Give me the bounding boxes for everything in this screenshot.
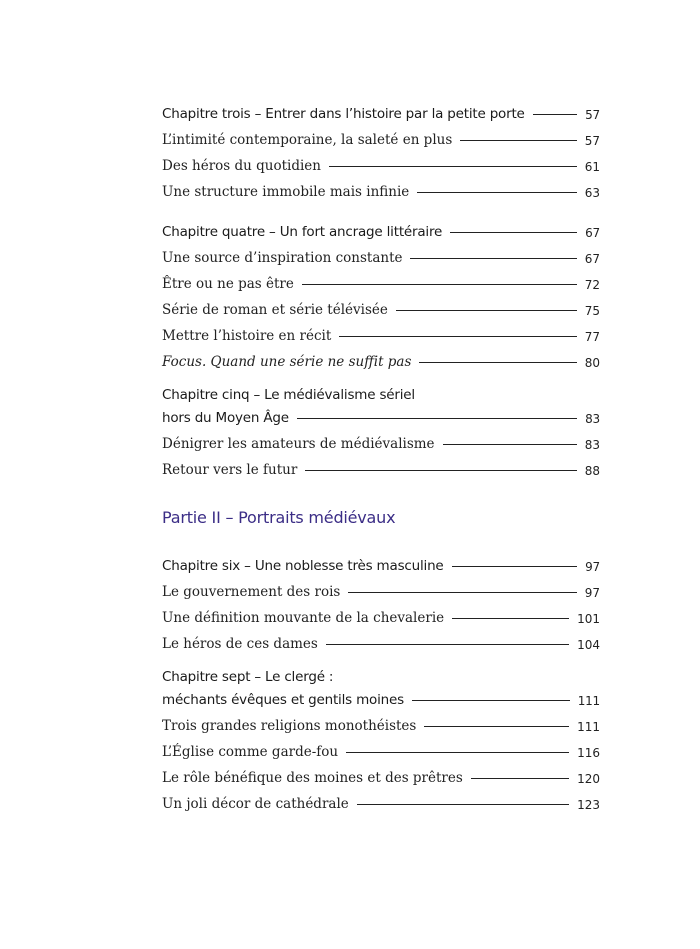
toc-entry [162, 266, 600, 292]
page-number: 123 [577, 798, 600, 812]
toc-entry [162, 292, 600, 318]
chapter-title: Chapitre trois – Entrer dans l’histoire par la petite porte [162, 106, 525, 122]
leader-line [443, 444, 577, 445]
toc-entry [162, 148, 600, 174]
toc-chapter-heading [162, 548, 600, 574]
leader-line [329, 166, 577, 167]
entry-label: Le héros de ces dames [162, 636, 318, 652]
toc-entry [162, 760, 600, 786]
chapter-title-line-1: Chapitre sept – Le clergé : [162, 669, 334, 685]
toc-chapter-heading [162, 686, 600, 708]
page-number: 97 [585, 560, 600, 574]
leader-line [460, 140, 576, 141]
entry-label: Dénigrer les amateurs de médiévalisme [162, 436, 435, 452]
entry-label: Des héros du quotidien [162, 158, 321, 174]
toc-chapter-heading [162, 404, 600, 426]
page-number: 77 [584, 330, 600, 344]
page-number: 57 [585, 108, 600, 122]
page-number: 111 [577, 720, 600, 734]
page-number: 111 [577, 694, 600, 708]
chapter-title-line-2: méchants évêques et gentils moines [162, 692, 404, 708]
leader-line [297, 418, 577, 419]
page-number: 80 [584, 356, 600, 370]
leader-line [419, 362, 576, 363]
leader-line [412, 700, 570, 701]
toc-entry [162, 574, 600, 600]
page-number: 116 [577, 746, 600, 760]
entry-label: Série de roman et série télévisée [162, 302, 388, 318]
page-number: 97 [584, 586, 600, 600]
entry-label: Un joli décor de cathédrale [162, 796, 349, 812]
leader-line [339, 336, 576, 337]
entry-label: Le gouvernement des rois [162, 584, 341, 600]
entry-label: Focus. Quand une série ne suffit pas [162, 354, 412, 370]
entry-label: Une définition mouvante de la chevalerie [162, 610, 445, 626]
leader-line [471, 778, 569, 779]
page-number: 67 [584, 252, 600, 266]
leader-line [452, 618, 569, 619]
toc-entry [162, 452, 600, 478]
entry-label: Une source d’inspiration constante [162, 250, 403, 266]
leader-line [417, 192, 576, 193]
leader-line [396, 310, 577, 311]
leader-line [410, 258, 576, 259]
toc-chapter-heading [162, 96, 600, 122]
part-title: Partie II – Portraits médiévaux [162, 508, 396, 527]
entry-label: Le rôle bénéfique des moines et des prêtres [162, 770, 463, 786]
toc-entry [162, 734, 600, 760]
leader-line [346, 752, 569, 753]
chapter-title: Chapitre six – Une noblesse très masculine [162, 558, 444, 574]
toc-entry [162, 344, 600, 370]
leader-line [348, 592, 576, 593]
page-number: 83 [585, 412, 600, 426]
chapter-title: Chapitre quatre – Un fort ancrage littéraire [162, 224, 443, 240]
toc-chapter-heading [162, 214, 600, 240]
page-number: 88 [584, 464, 600, 478]
leader-line [452, 566, 578, 567]
toc-entry [162, 708, 600, 734]
leader-line [424, 726, 569, 727]
toc-entry [162, 240, 600, 266]
chapter-title-line-1: Chapitre cinq – Le médiévalisme sériel [162, 387, 415, 403]
page-number: 120 [577, 772, 600, 786]
entry-label: L’intimité contemporaine, la saleté en plus [162, 132, 453, 148]
leader-line [302, 284, 577, 285]
leader-line [326, 644, 569, 645]
leader-line [450, 232, 577, 233]
entry-label: Être ou ne pas être [162, 276, 294, 292]
toc-entry [162, 626, 600, 652]
toc-entry [162, 786, 600, 812]
toc-entry [162, 174, 600, 200]
entry-label: L’Église comme garde-fou [162, 744, 339, 760]
entry-label: Trois grandes religions monothéistes [162, 718, 417, 734]
page-number: 67 [585, 226, 600, 240]
toc-entry [162, 600, 600, 626]
page-number: 75 [584, 304, 600, 318]
page-number: 63 [584, 186, 600, 200]
page-number: 83 [584, 438, 600, 452]
leader-line [357, 804, 569, 805]
leader-line [305, 470, 576, 471]
chapter-title-line-2: hors du Moyen Âge [162, 410, 289, 426]
toc-entry [162, 122, 600, 148]
entry-label: Une structure immobile mais infinie [162, 184, 410, 200]
page-number: 61 [584, 160, 600, 174]
page-number: 101 [577, 612, 600, 626]
entry-label: Mettre l’histoire en récit [162, 328, 332, 344]
page-number: 72 [584, 278, 600, 292]
page-number: 57 [584, 134, 600, 148]
toc-entry [162, 426, 600, 452]
table-of-contents [162, 96, 600, 812]
leader-line [533, 114, 577, 115]
entry-label: Retour vers le futur [162, 462, 298, 478]
page-number: 104 [577, 638, 600, 652]
toc-entry [162, 318, 600, 344]
